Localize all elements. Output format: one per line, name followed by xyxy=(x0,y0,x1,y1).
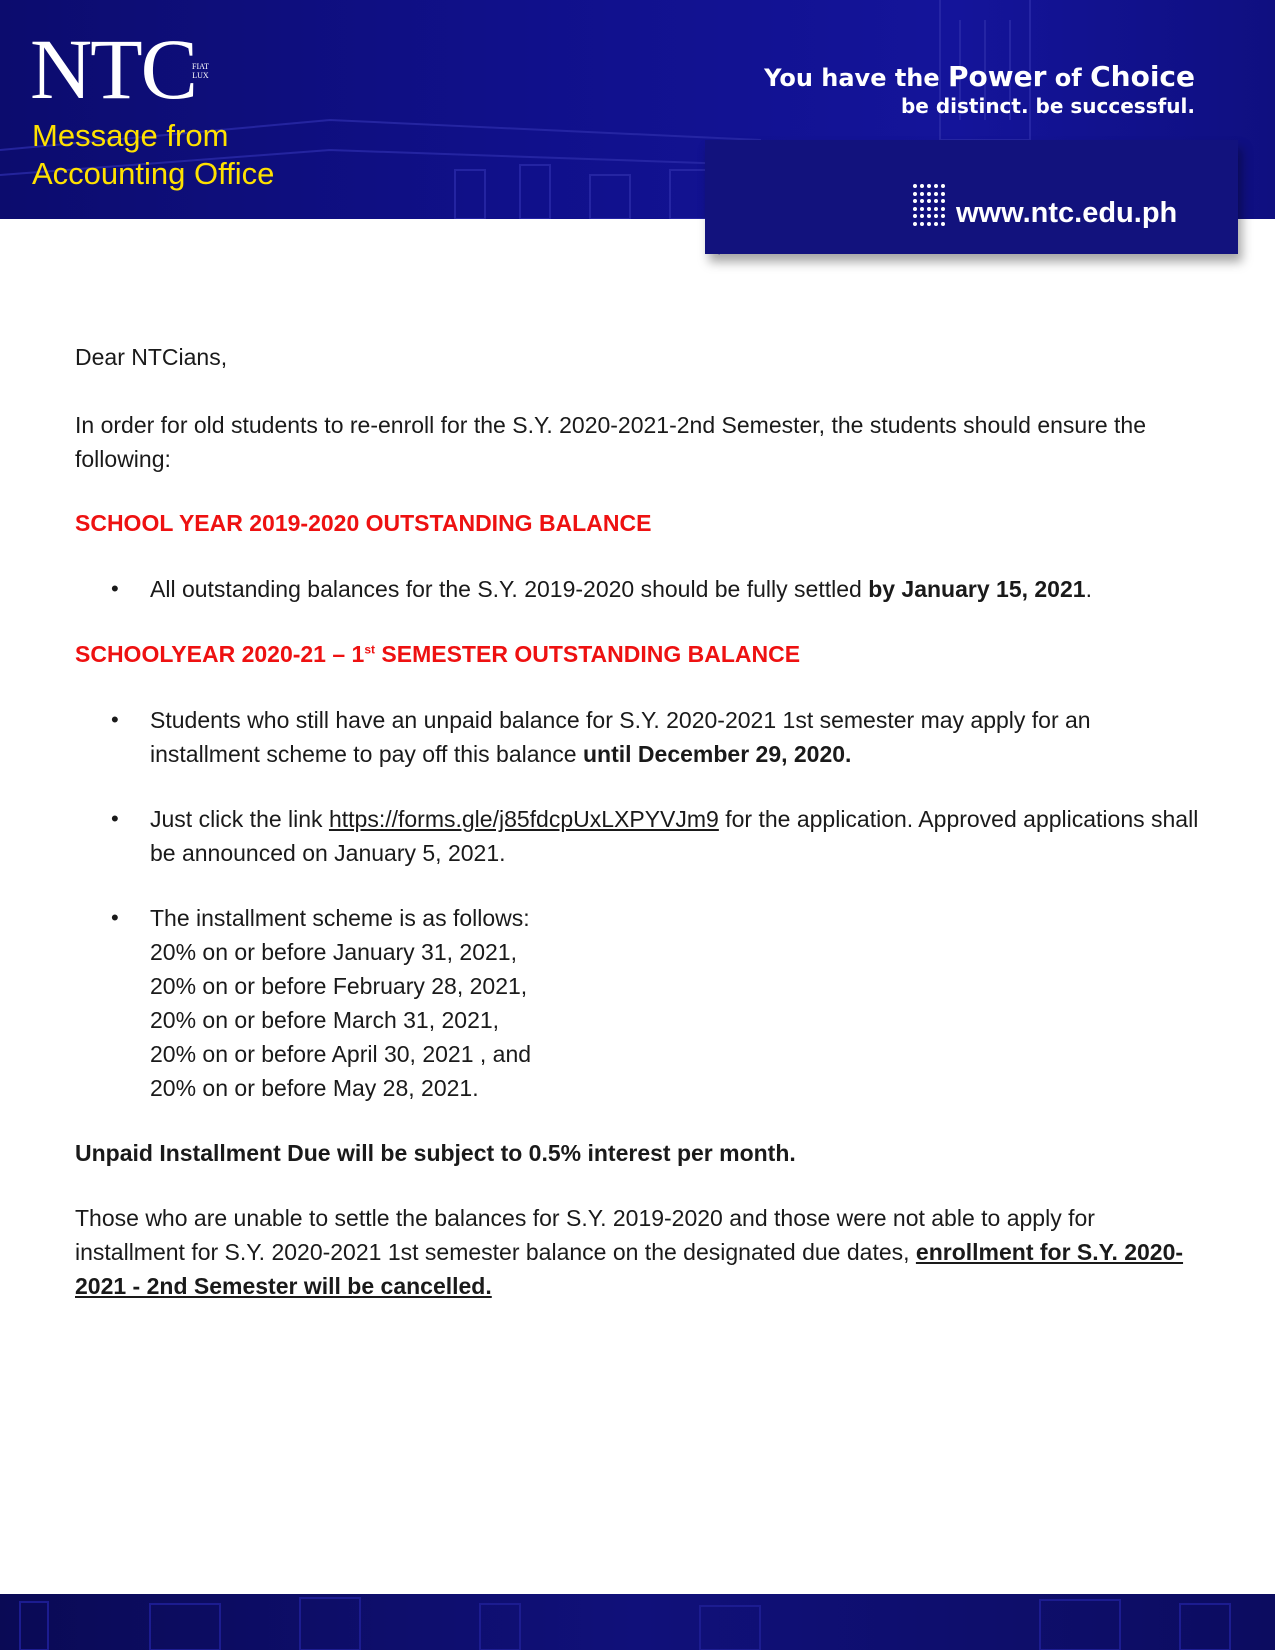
bullet-text: Just click the link xyxy=(150,806,329,832)
bullet-text: All outstanding balances for the S.Y. 2019-2020 should be fully settled xyxy=(150,576,869,602)
ntc-logo[interactable] xyxy=(30,21,209,117)
motto-line-1: FIAT xyxy=(192,62,209,71)
tagline-part-1: You have the xyxy=(764,64,949,92)
bullet-deadline: until December 29, 2020. xyxy=(582,741,852,767)
installment-intro: • The installment scheme is as follows: xyxy=(150,905,530,931)
footer-banner xyxy=(0,1594,1275,1650)
section-2-bullet-1 xyxy=(75,703,1205,771)
dot-grid-icon xyxy=(913,184,943,230)
logo-motto xyxy=(192,62,209,80)
office-title xyxy=(32,117,274,193)
tagline-line-2: be distinct. be successful. xyxy=(900,94,1195,118)
section-2-bullet-3 xyxy=(75,901,1205,1105)
intro-paragraph: In order for old students to re-enroll for the S.Y. 2020-2021-2nd Semester, the students should ensure the following: xyxy=(75,412,1147,472)
interest-note: Unpaid Installment Due will be subject to 0.5% interest per month. xyxy=(75,1140,796,1166)
application-form-link[interactable]: https://forms.gle/j85fdcpUxLXPYVJm9 xyxy=(328,806,719,832)
heading-superscript: st xyxy=(364,642,376,657)
section-1-bullet xyxy=(75,572,1205,606)
closing-paragraph xyxy=(75,1201,1205,1303)
office-title-line-1: Message from xyxy=(32,118,229,153)
office-title-line-2: Accounting Office xyxy=(32,156,275,191)
letter-body xyxy=(75,340,1205,1303)
closing-warning: enrollment for S.Y. 2020-2021 - 2nd Semester will be cancelled. xyxy=(75,1239,1184,1299)
greeting: Dear NTCians, xyxy=(75,344,228,370)
installment-item: 20% on or before March 31, 2021, xyxy=(150,1007,500,1033)
section-2-heading xyxy=(75,637,1205,671)
bullet-deadline: by January 15, 2021 xyxy=(868,576,1086,602)
tagline-line-1 xyxy=(764,62,1195,93)
heading-part-a: SCHOOLYEAR 2020-21 – 1 xyxy=(75,641,365,667)
section-2-bullet-2 xyxy=(75,802,1205,870)
installment-item: 20% on or before February 28, 2021, xyxy=(150,973,528,999)
installment-item: 20% on or before May 28, 2021. xyxy=(150,1075,479,1101)
motto-line-2: LUX xyxy=(192,71,209,80)
tagline xyxy=(764,62,1195,119)
tagline-choice: Choice xyxy=(1090,60,1195,93)
tagline-mid: of xyxy=(1046,64,1091,92)
footer-building-pattern xyxy=(0,1594,1275,1650)
section-1-heading: SCHOOL YEAR 2019-2020 OUTSTANDING BALANCE xyxy=(75,510,652,536)
website-link[interactable]: www.ntc.edu.ph xyxy=(956,197,1178,229)
installment-item: 20% on or before April 30, 2021 , and xyxy=(150,1041,532,1067)
heading-part-b: SEMESTER OUTSTANDING BALANCE xyxy=(375,641,801,667)
logo-text: NTC xyxy=(30,21,196,117)
tagline-power: Power xyxy=(948,60,1047,93)
bullet-text: Students who still have an unpaid balance for S.Y. 2020-2021 1st semester may apply for an installment scheme to pay off this balance xyxy=(150,707,1091,767)
closing-text: Those who are unable to settle the balances for S.Y. 2019-2020 and those were not able to apply for installment for S.Y. 2020-2021 1st semester balance on the designated due dates, xyxy=(75,1205,1095,1265)
installment-item: 20% on or before January 31, 2021, xyxy=(150,939,517,965)
bullet-text-end: for the application. Approved applications shall be announced on January 5, 2021. xyxy=(150,806,1199,866)
bullet-end: . xyxy=(1085,576,1092,602)
